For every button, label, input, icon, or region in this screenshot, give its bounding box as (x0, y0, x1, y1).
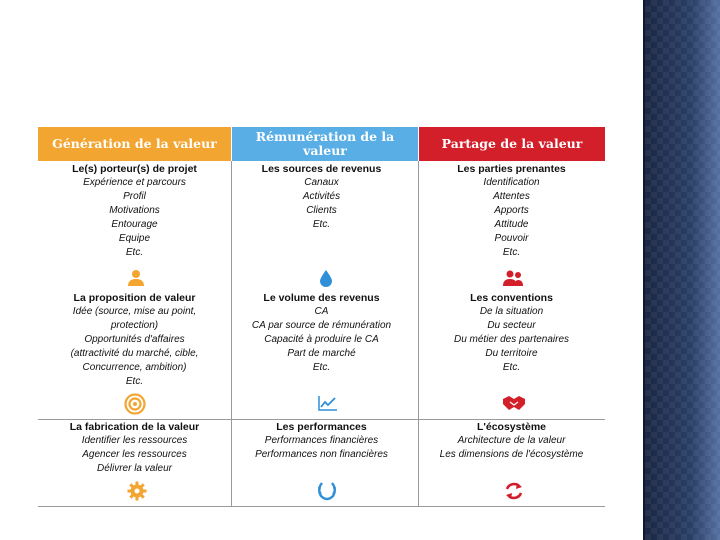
list-item: Du territoire (485, 348, 538, 359)
divider (38, 506, 605, 507)
list-item: Concurrence, ambition) (82, 362, 187, 373)
list-item: Du secteur (487, 320, 536, 331)
list-item: Attentes (493, 191, 530, 202)
header-partage: Partage de la valeur (419, 127, 605, 161)
cell-performances (225, 420, 418, 462)
list-item: (attractivité du marché, cible, (70, 348, 199, 359)
group-icon (502, 270, 524, 286)
cell-title: La proposition de valeur (73, 292, 196, 304)
list-item: protection) (110, 320, 159, 331)
target-icon (124, 393, 146, 415)
cell-proposition (38, 291, 231, 389)
cell-title: Les conventions (470, 292, 553, 304)
gear-icon (127, 481, 147, 501)
water-drop-icon (319, 269, 333, 287)
list-item: Canaux (304, 177, 339, 188)
list-item: Pouvoir (494, 233, 529, 244)
list-item: De la situation (479, 306, 544, 317)
list-item: CA par source de rémunération (251, 320, 392, 331)
handshake-icon (502, 394, 526, 412)
list-item: Etc. (502, 362, 521, 373)
cell-volume (225, 291, 418, 375)
list-item: Activités (302, 191, 341, 202)
list-item: Motivations (109, 205, 160, 216)
list-item: Profil (123, 191, 146, 202)
list-item: Etc. (125, 247, 144, 258)
cell-title: L'écosystème (476, 421, 547, 433)
cell-title: Le volume des revenus (263, 292, 380, 304)
list-item: Etc. (502, 247, 521, 258)
cell-ecosysteme (415, 420, 608, 462)
cell-title: Les sources de revenus (261, 163, 382, 175)
list-item: Part de marché (287, 348, 356, 359)
list-item: Etc. (125, 376, 144, 387)
list-item: Les dimensions de l'écosystème (439, 449, 584, 460)
list-item: Performances non financières (255, 449, 388, 460)
cell-title: Les performances (276, 421, 367, 433)
header-remuneration: Rémunération de la valeur (232, 127, 418, 161)
cell-sources (225, 162, 418, 232)
list-item: CA (314, 306, 329, 317)
list-item: Entourage (111, 219, 158, 230)
list-item: Délivrer la valeur (96, 463, 173, 474)
list-item: Architecture de la valeur (457, 435, 566, 446)
list-item: Etc. (312, 362, 331, 373)
list-item: Identifier les ressources (81, 435, 188, 446)
cell-parties (415, 162, 608, 260)
list-item: Equipe (118, 233, 151, 244)
cell-title: Le(s) porteur(s) de projet (72, 163, 197, 175)
list-item: Identification (483, 177, 540, 188)
line-chart-icon (318, 395, 338, 411)
list-item: Clients (306, 205, 337, 216)
cell-conventions (415, 291, 608, 375)
cell-title: La fabrication de la valeur (69, 421, 200, 433)
list-item: Attitude (494, 219, 529, 230)
list-item: Expérience et parcours (83, 177, 186, 188)
cell-title: Les parties prenantes (457, 163, 566, 175)
list-item: Etc. (312, 219, 331, 230)
list-item: Du métier des partenaires (453, 334, 570, 345)
side-decoration-panel (643, 0, 720, 540)
list-item: Apports (494, 205, 529, 216)
value-table (38, 127, 605, 507)
list-item: Capacité à produire le CA (264, 334, 379, 345)
list-item: Performances financières (264, 435, 379, 446)
cell-fabrication (38, 420, 231, 476)
list-item: Agencer les ressources (82, 449, 187, 460)
list-item: Idée (source, mise au point, (72, 306, 197, 317)
cell-porteurs (38, 162, 231, 260)
cycle-icon (504, 481, 524, 501)
header-generation: Génération de la valeur (38, 127, 231, 161)
laurel-icon (316, 481, 338, 501)
list-item: Opportunités d'affaires (84, 334, 185, 345)
person-icon (127, 269, 145, 287)
